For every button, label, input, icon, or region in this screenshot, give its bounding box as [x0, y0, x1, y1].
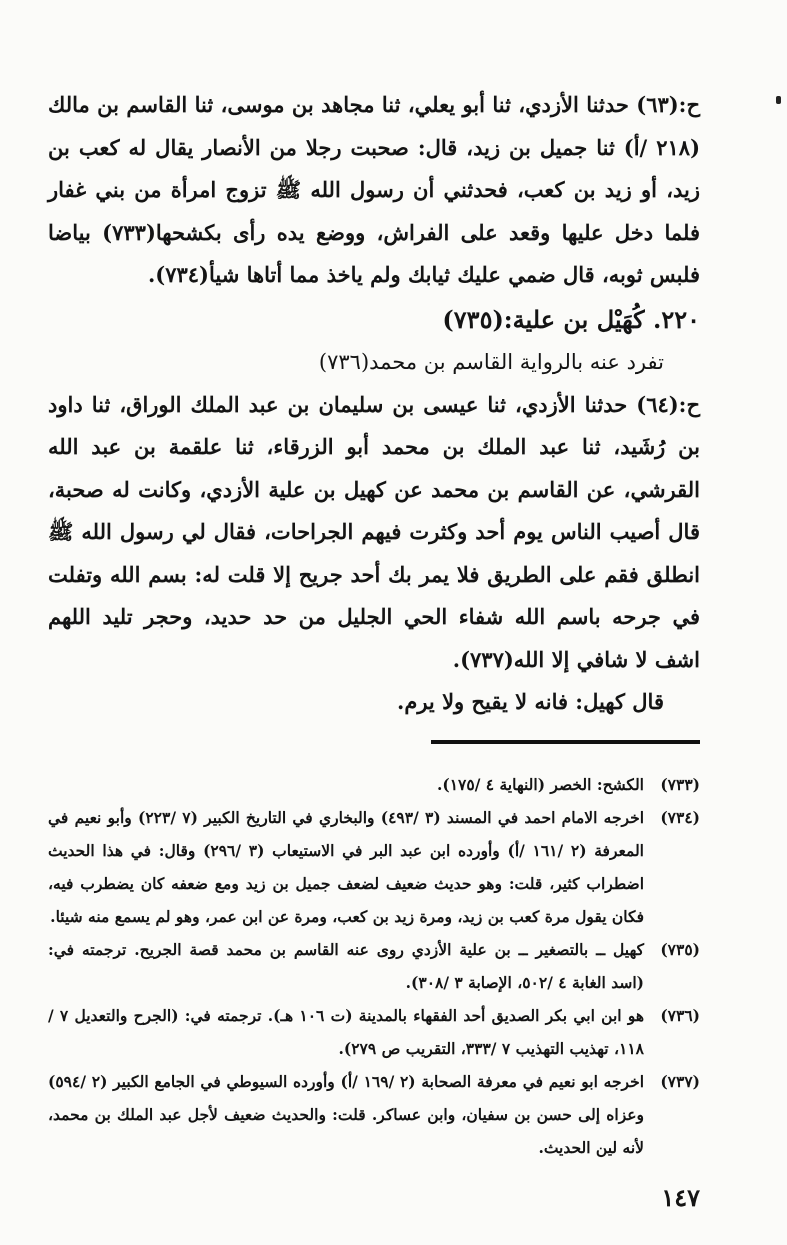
kuhail-quote: قال كهيل: فانه لا يقيح ولا يرم.: [397, 689, 664, 714]
footnote-number: (٧٣٤): [660, 808, 700, 827]
main-text: [48, 84, 700, 724]
footnote-number: (٧٣٥): [660, 940, 700, 959]
footnotes: [48, 768, 700, 1164]
footnote-734: [48, 801, 700, 933]
footnote-number: (٧٣٦): [660, 1006, 700, 1025]
margin-mark: [776, 96, 781, 104]
page-number: ١٤٧: [661, 1183, 700, 1212]
footnote-735: [48, 933, 700, 999]
footnote-733: [48, 768, 700, 801]
hadith-64: ح:(٦٤) حدثنا الأزدي، ثنا عيسى بن سليمان بن عبد الملك الوراق، ثنا داود بن رُشَيد، ثنا عبد الملك بن محمد أبو الزرقاء، ثنا علقمة بن عبد الله القرشي، عن القاسم بن محمد عن كهيل بن علية الأزدي، وكانت له صحبة، قال أصيب الناس يوم أحد وكثرت فيهم الجراحات، فقال لي رسول الله ﷺ انطلق فقم على الطريق فلا يمر بك أحد جريح إلا قلت له: بسم الله وتفلت في جرحه باسم الله شفاء الحي الجليل من حد حديد، وحجر تليد اللهم اشف لا شافي إلا الله(٧٣٧).: [48, 391, 700, 672]
hadith-63: ح:(٦٣) حدثنا الأزدي، ثنا أبو يعلي، ثنا مجاهد بن موسى، ثنا القاسم بن مالك (٢١٨ /أ) ثنا جميل بن زيد، قال: صحبت رجلا من الأنصار يقال له كعب بن زيد، أو زيد بن كعب، فحدثني أن رسول الله ﷺ تزوج امرأة من بني غفار فلما دخل عليها وقعد على الفراش، ووضع يده رأى بكشحها(٧٣٣) بياضا فلبس ثوبه، قال ضمي عليك ثيابك ولم ياخذ مما أتاها شيأ(٧٣٤).: [48, 92, 700, 287]
footnote-text: كهيل ــ بالتصغير ــ بن علية الأزدي روى عنه القاسم بن محمد قصة الجريح. ترجمته في: (اسد الغابة ٤ /٥٠٢، الإصابة ٣ /٣٠٨).: [48, 940, 644, 992]
footnote-number: (٧٣٣): [660, 775, 700, 794]
footnote-text: اخرجه الامام احمد في المسند (٣ /٤٩٣) والبخاري في التاريخ الكبير (٧ /٢٢٣) وأبو نعيم في المعرفة (٢ /١٦١ /أ) وأورده ابن عبد البر في الاستيعاب (٣ /٢٩٦) وقال: في هذا الحديث اضطراب كثير، قلت: وهو حديث ضعيف لضعف جميل بن زيد ومع ضعفه كان يضطرب فيه، فكان يقول مرة كعب بن زيد، ومرة زيد بن كعب، ومرة عن ابن عمر، وهو لم يسمع منه شيئا.: [48, 808, 644, 926]
footnote-736: [48, 999, 700, 1065]
footnote-text: اخرجه ابو نعيم في معرفة الصحابة (٢ /١٦٩ /أ) وأورده السيوطي في الجامع الكبير (٢ /٥٩٤) وعزاه إلى حسن بن سفيان، وابن عساكر. قلت: والحديث ضعيف لأجل عبد الملك بن محمد، لأنه لين الحديث.: [48, 1072, 644, 1157]
narrator-note: تفرد عنه بالرواية القاسم بن محمد(٧٣٦): [318, 350, 664, 374]
footnote-number: (٧٣٧): [660, 1072, 700, 1091]
footnote-divider: [431, 740, 700, 744]
narrator-heading: ٢٢٠. كُهَيْل بن علية:(٧٣٥): [442, 304, 700, 334]
footnote-text: الكشح: الخصر (النهاية ٤ /١٧٥).: [436, 775, 644, 794]
footnote-737: [48, 1065, 700, 1164]
footnote-text: هو ابن ابي بكر الصديق أحد الفقهاء بالمدينة (ت ١٠٦ هـ). ترجمته في: (الجرح والتعديل ٧ /١١٨، تهذيب التهذيب ٧ /٣٣٣، التقريب ص ٢٧٩).: [48, 1006, 644, 1058]
